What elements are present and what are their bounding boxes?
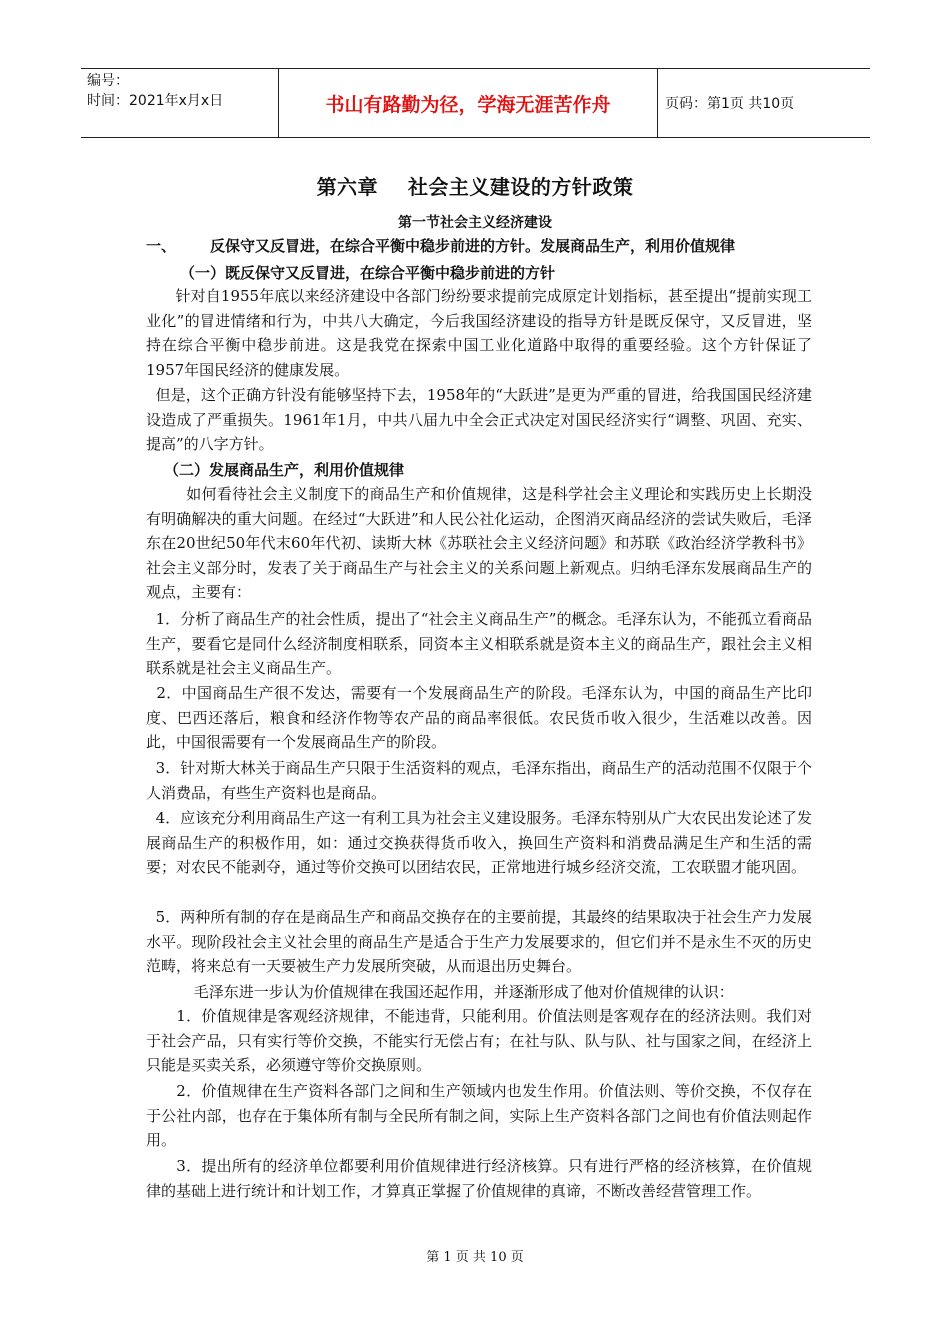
header-meta [87, 71, 275, 111]
subheading-1: （一）既反保守又反冒进，在综合平衡中稳步前进的方针 [180, 264, 556, 282]
heading-1-number: 一、 [146, 237, 177, 255]
paragraph: 3．针对斯大林关于商品生产只限于生活资料的观点，毛泽东指出，商品生产的活动范围不仅限于个人消费品，有些生产资料也是商品。 [146, 759, 812, 802]
subheading-2: （二）发展商品生产，利用价值规律 [164, 461, 405, 479]
header-divider [657, 69, 658, 137]
paragraph: 4．应该充分利用商品生产这一有利工具为社会主义建设服务。毛泽东特别从广大农民出发论述了发展商品生产的积极作用，如：通过交换获得货币收入，换回生产资料和消费品满足生产和生活的需要；对农民不能剥夺，通过等价交换可以团结农民，正常地进行城乡经济交流，工农联盟才能巩固。 [146, 809, 812, 876]
paragraph: 1．分析了商品生产的社会性质，提出了“社会主义商品生产”的概念。毛泽东认为，不能孤立看商品生产，要看它是同什么经济制度相联系，同资本主义相联系就是资本主义的商品生产，跟社会主义相联系就是社会主义商品生产。 [146, 610, 812, 677]
paragraph: 3．提出所有的经济单位都要利用价值规律进行经济核算。只有进行严格的经济核算，在价值规律的基础上进行统计和计划工作，才算真正掌握了价值规律的真谛，不断改善经营管理工作。 [146, 1157, 812, 1200]
paragraph: 1．价值规律是客观经济规律，不能违背，只能利用。价值法则是客观存在的经济法则。我们对于社会产品，只有实行等价交换，不能实行无偿占有；在社与队、队与队、社与国家之间，在经济上只能是买卖关系，必须遵守等价交换原则。 [146, 1007, 812, 1074]
paragraph: 2．中国商品生产很不发达，需要有一个发展商品生产的阶段。毛泽东认为，中国的商品生产比印度、巴西还落后，粮食和经济作物等农产品的商品率很低。农民货币收入很少，生活难以改善。因此，中国很需要有一个发展商品生产的阶段。 [146, 684, 812, 751]
paragraph: 2．价值规律在生产资料各部门之间和生产领域内也发生作用。价值法则、等价交换，不仅存在于公社内部，也存在于集体所有制与全民所有制之间，实际上生产资料各部门之间也有价值法则起作用。 [146, 1082, 812, 1149]
paragraph: 针对自1955年底以来经济建设中各部门纷纷要求提前完成原定计划指标，甚至提出“提前实现工业化”的冒进情绪和行为，中共八大确定，今后我国经济建设的指导方针是既反保守，又反冒进，坚持在综合平衡中稳步前进。这是我党在探索中国工业化道路中取得的重要经验。这个方针保证了1957年国民经济的健康发展。 [146, 287, 812, 379]
section-title: 第一节社会主义经济建设 [398, 215, 552, 231]
heading-1-text: 反保守又反冒进，在综合平衡中稳步前进的方针。发展商品生产，利用价值规律 [210, 237, 736, 255]
page-footer: 第 1 页 共 10 页 [426, 1250, 524, 1265]
header-motto: 书山有路勤为径，学海无涯苦作舟 [325, 93, 611, 116]
paragraph: 5．两种所有制的存在是商品生产和商品交换存在的主要前提，其最终的结果取决于社会生产力发展水平。现阶段社会主义社会里的商品生产是适合于生产力发展要求的，但它们并不是永生不灭的历史范畴，将来总有一天要被生产力发展所突破，从而退出历史舞台。 [146, 908, 812, 975]
paragraph: 如何看待社会主义制度下的商品生产和价值规律，这是科学社会主义理论和实践历史上长期没有明确解决的重大问题。在经过“大跃进”和人民公社化运动，企图消灭商品经济的尝试失败后，毛泽东在20世纪50年代末60年代初、读斯大林《苏联社会主义经济问题》和苏联《政治经济学教科书》社会主义部分时，发表了关于商品生产与社会主义的关系问题上新观点。归纳毛泽东发展商品生产的观点，主要有： [146, 485, 812, 601]
time-label: 时间：2021年x月x日 [87, 93, 224, 109]
heading-1 [146, 235, 866, 256]
document-header [81, 68, 870, 138]
paragraph: 毛泽东进一步认为价值规律在我国还起作用，并逐渐形成了他对价值规律的认识： [146, 983, 734, 1001]
header-page-info: 页码：第1页 共10页 [665, 96, 795, 112]
chapter-title: 第六章 社会主义建设的方针政策 [316, 175, 634, 199]
code-label: 编号： [87, 73, 129, 89]
paragraph: 但是，这个正确方针没有能够坚持下去，1958年的“大跃进”是更为严重的冒进，给我国国民经济建设造成了严重损失。1961年1月，中共八届九中全会正式决定对国民经济实行“调整、巩固、充实、提高”的八字方针。 [146, 386, 812, 453]
